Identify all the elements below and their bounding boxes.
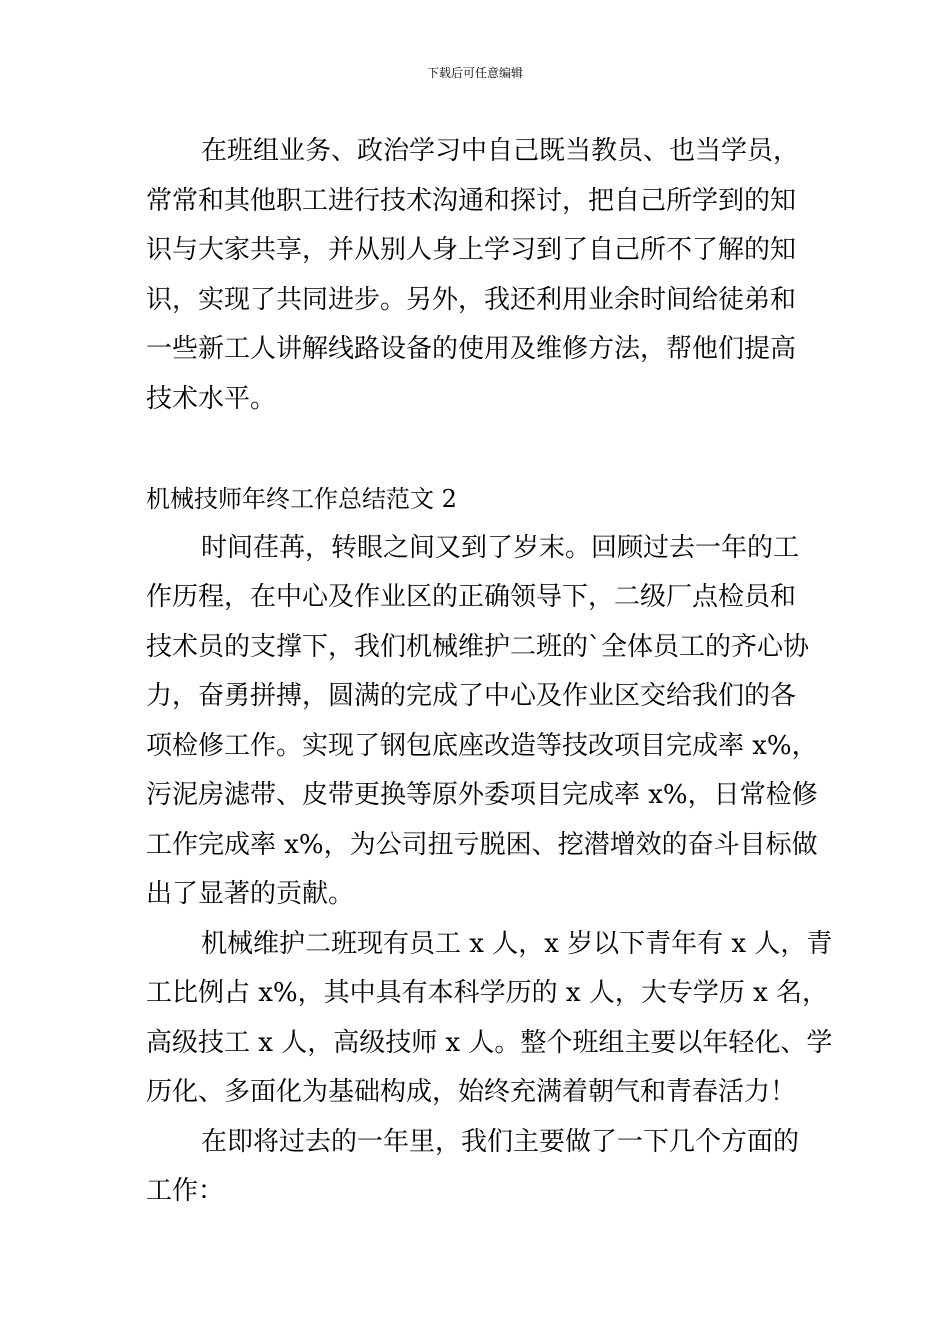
paragraph-line: 技术员的支撑下，我们机械维护二班的`全体员工的齐心协 — [146, 631, 810, 662]
paragraph-line: 出了显著的贡献。 — [146, 879, 355, 909]
paragraph-line: 时间荏苒，转眼之间又到了岁末。回顾过去一年的工 — [201, 532, 800, 563]
paragraph-line: 一些新工人讲解线路设备的使用及维修方法，帮他们提高 — [146, 334, 797, 364]
paragraph-2 — [146, 524, 818, 920]
paragraph-line: 识，实现了共同进步。另外，我还利用业余时间给徒弟和 — [146, 284, 797, 315]
paragraph-line: 技术水平。 — [146, 383, 277, 414]
paragraph-line: 工作完成率 x%，为公司扭亏脱困、挖潜增效的奋斗目标做 — [146, 829, 818, 860]
paragraph-line: 常常和其他职工进行技术沟通和探讨，把自己所学到的知 — [146, 185, 797, 216]
paragraph-line: 识与大家共享，并从别人身上学习到了自己所不了解的知 — [146, 235, 797, 265]
paragraph-line: 污泥房滤带、皮带更换等原外委项目完成率 x%，日常检修 — [146, 780, 818, 810]
paragraph-line: 机械维护二班现有员工 x 人，x 岁以下青年有 x 人，青 — [201, 928, 833, 959]
paragraph-line: 工作： — [146, 1176, 225, 1206]
paragraph-line: 在即将过去的一年里，我们主要做了一下几个方面的 — [201, 1126, 800, 1157]
paragraph-line: 力，奋勇拼搏，圆满的完成了中心及作业区交给我们的各 — [146, 681, 797, 711]
paragraph-line: 在班组业务、政治学习中自己既当教员、也当学员， — [201, 136, 800, 166]
paragraph-line: 高级技工 x 人，高级技师 x 人。整个班组主要以年轻化、学 — [146, 1027, 833, 1058]
paragraph-line: 工比例占 x%，其中具有本科学历的 x 人，大专学历 x 名， — [146, 978, 829, 1008]
paragraph-line: 历化、多面化为基础构成，始终充满着朝气和青春活力！ — [146, 1077, 797, 1107]
paragraph-line: 作历程，在中心及作业区的正确领导下，二级厂点检员和 — [146, 582, 797, 612]
paragraph-3 — [146, 920, 833, 1118]
section-title: 机械技师年终工作总结范文 2 — [146, 484, 457, 513]
paragraph-1 — [146, 127, 808, 424]
page-header: 下载后可任意编辑 — [426, 66, 523, 80]
paragraph-4 — [146, 1118, 808, 1217]
blank-line — [146, 424, 808, 474]
document-body — [146, 127, 833, 1217]
paragraph-line: 项检修工作。实现了钢包底座改造等技改项目完成率 x%， — [146, 730, 818, 761]
